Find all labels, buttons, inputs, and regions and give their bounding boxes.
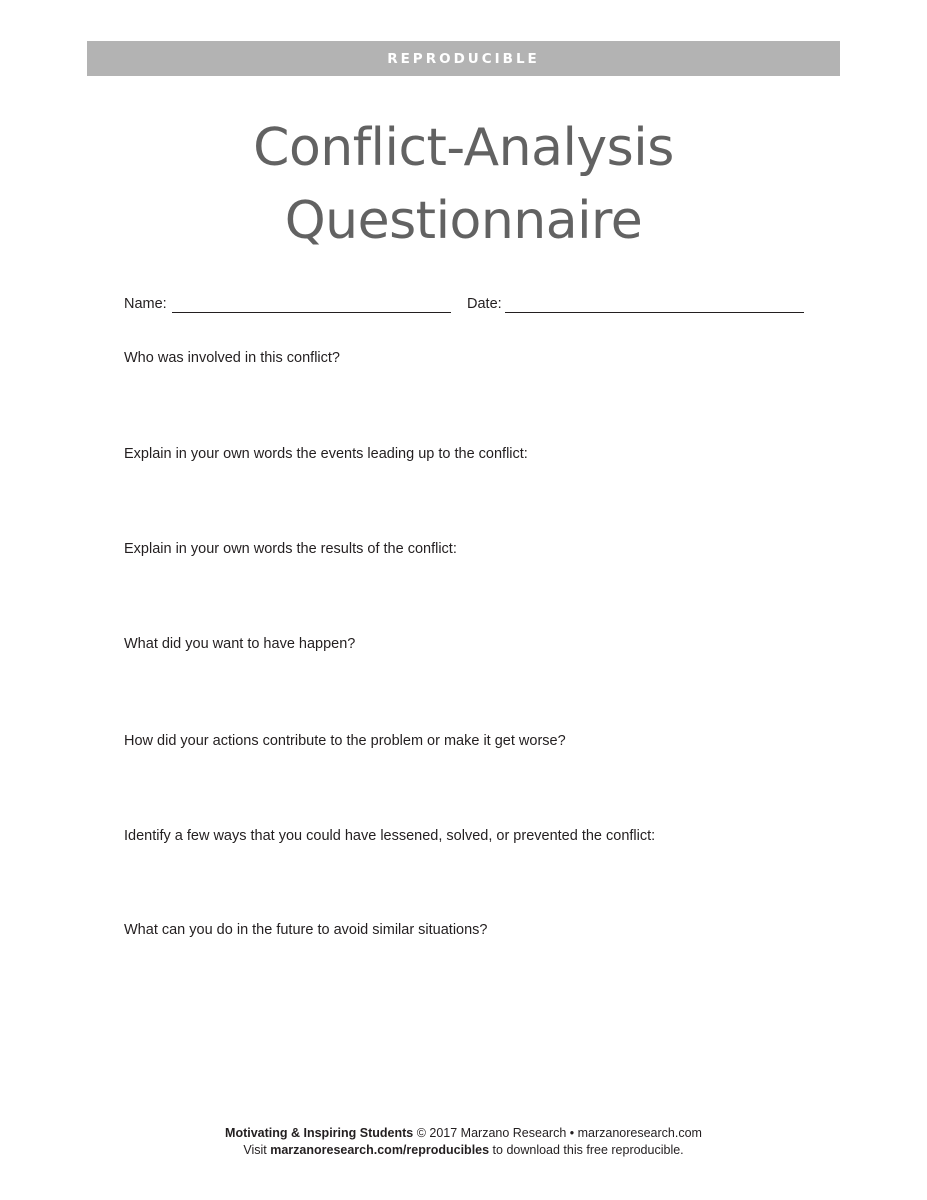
title-line-2: Questionnaire [284,191,643,251]
question-6: Identify a few ways that you could have lessened, solved, or prevented the conflict: [124,828,656,844]
question-2: Explain in your own words the events leading up to the conflict: [124,446,528,462]
name-label: Name: [124,296,167,312]
question-4: What did you want to have happen? [124,636,356,652]
banner-label: REPRODUCIBLE [387,51,540,67]
date-field[interactable] [505,312,804,313]
footer-visit-suffix: to download this free reproducible. [489,1143,684,1157]
name-field[interactable] [172,312,451,313]
title-line-1: Conflict-Analysis [253,118,674,178]
question-5: How did your actions contribute to the problem or make it get worse? [124,733,566,749]
question-3: Explain in your own words the results of the conflict: [124,541,457,557]
question-7: What can you do in the future to avoid similar situations? [124,922,488,938]
footer-book-title: Motivating & Inspiring Students [225,1126,414,1140]
name-date-fields [124,296,814,318]
page-title [0,112,927,258]
footer-copyright-line [0,1125,927,1142]
reproducible-banner [87,41,840,76]
footer-visit-line [0,1142,927,1159]
footer-visit-link[interactable]: marzanoresearch.com/reproducibles [270,1143,490,1157]
footer-copyright: © 2017 Marzano Research • marzanoresearch.com [413,1126,702,1140]
question-1: Who was involved in this conflict? [124,350,340,366]
footer-visit-prefix: Visit [243,1143,271,1157]
date-label: Date: [467,296,502,312]
